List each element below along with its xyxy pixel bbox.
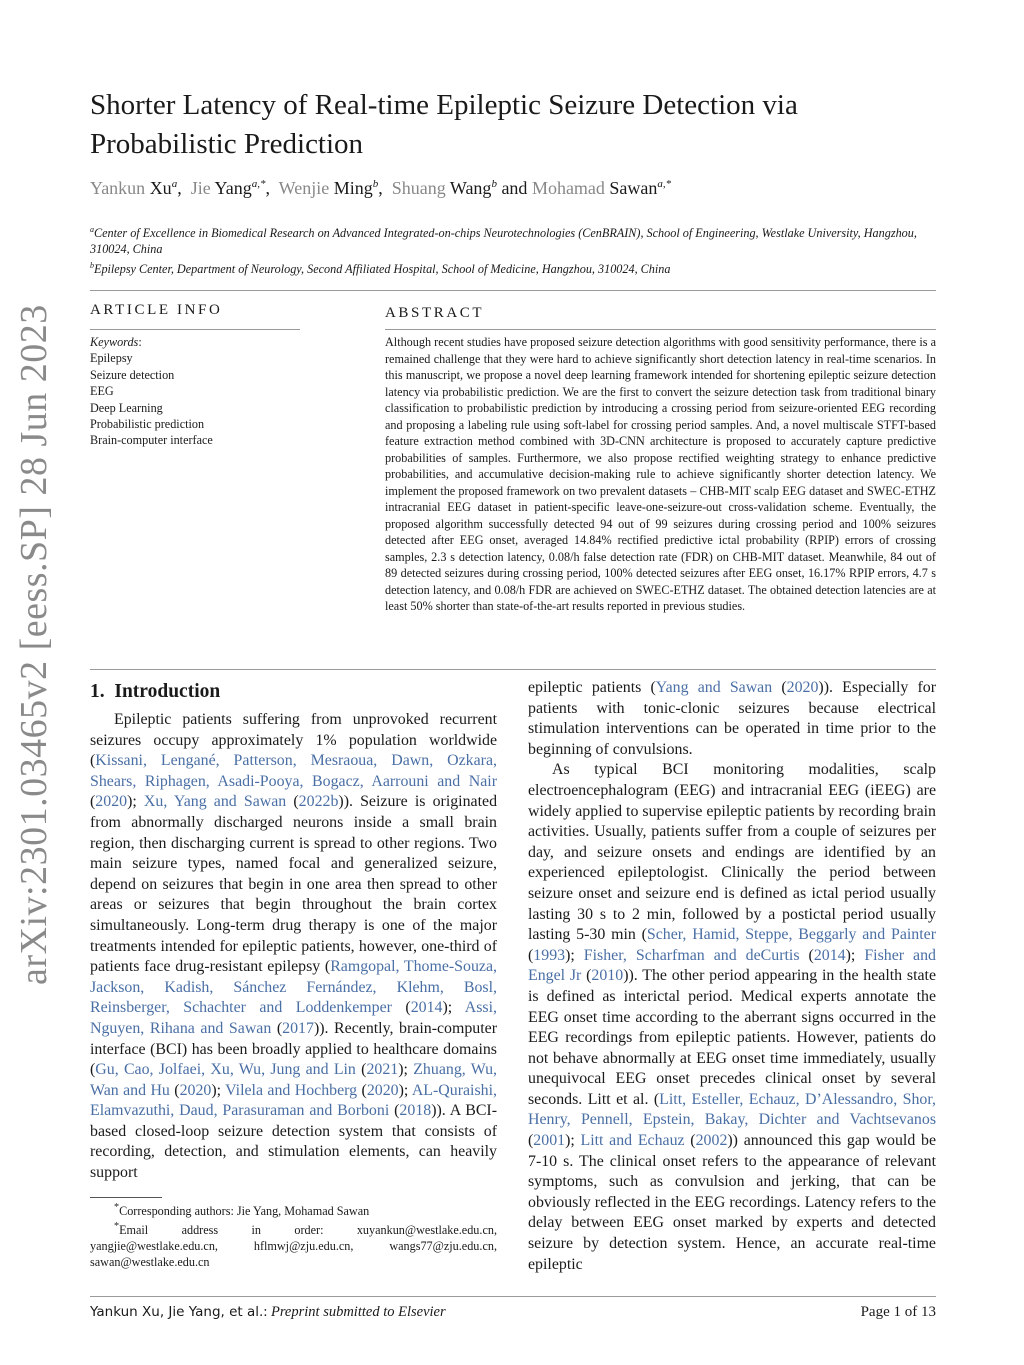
citation-link[interactable]: 2014: [813, 946, 846, 964]
citation-link[interactable]: Vilela and Hochberg: [225, 1081, 358, 1099]
citation-link[interactable]: 2020: [179, 1081, 212, 1099]
citation-link[interactable]: 2020: [366, 1081, 399, 1099]
paragraph-text: (: [389, 1102, 400, 1120]
citation-link[interactable]: 1993: [533, 946, 566, 964]
footnote-corresponding: *Corresponding authors: Jie Yang, Mohamad Sawan: [114, 1202, 370, 1219]
keyword: Brain-computer interface: [90, 433, 213, 448]
citation-link[interactable]: 2021: [366, 1061, 399, 1079]
paragraph-text: epileptic patients (: [528, 679, 656, 696]
paper-title: Shorter Latency of Real-time Epileptic Seizure Detection via Probabilistic Prediction: [90, 89, 798, 160]
page-number: Page 1 of 13: [860, 1304, 936, 1320]
paragraph-text: (: [286, 793, 299, 811]
citation-link[interactable]: 2014: [410, 999, 443, 1017]
author[interactable]: Mohamad Sawan$^{a,*}$: [531, 178, 672, 198]
paragraph-text: (: [271, 1019, 283, 1037]
author[interactable]: Shuang Wang$^b$: [391, 178, 497, 198]
citation-link[interactable]: Kissani, Lengané, Patterson, Mesraoua, Dawn, Ozkara, Shears, Riphagen, Asadi-Pooya, Bogacz, Aarrouni and Nair: [90, 752, 497, 790]
paragraph-text: (: [357, 1081, 367, 1099]
abstract-bottom-divider: [90, 669, 936, 670]
paragraph-text: )). Seizure is originated from abnormally discharged neurons inside a small brain region, then discharging current is spread to other regions. Two main seizure types, named focal and generalized seizure, depend on seizures that begin in one area then spread to other areas or seizures that begin throughout the brain cortex simultaneously. Long-term drug therapy is one of the major treatments intended for epileptic patients, however, one-third of patients face drug-resistant epilepsy (: [90, 793, 498, 976]
body-column-right: [528, 678, 936, 1275]
citation-link[interactable]: Assi, Nguyen, Rihana and Sawan: [90, 999, 497, 1037]
paragraph-text: );: [398, 1081, 412, 1099]
paragraph-text: );: [127, 793, 144, 811]
citation-link[interactable]: Ramgopal, Thome-Souza, Jackson, Kadish, Sánchez Fernández, Klehm, Bosl, Reinsberger, Schachter and Loddenkemper: [90, 958, 497, 1017]
paragraph-text: (: [528, 946, 534, 964]
citation-link[interactable]: 2017: [282, 1019, 314, 1037]
paragraph-text: (: [169, 1081, 180, 1099]
paragraph-text: As typical BCI monitoring modalities, scalp electroencephalogram (EEG) and intracranial EEG (iEEG) are widely applied to supervise epileptic patients by recording brain activities. Usually, patients suffer from a couple of seizures per day, and seizure onsets and endings are identified by an experienced epileptologist. Clinically the period between seizure onset and seizure end is defined as ictal period usually lasting 30 s to 2 min, followed by a postictal period usually lasting 5-30 min (: [528, 761, 936, 944]
citation-link[interactable]: Yang and Sawan: [655, 679, 773, 696]
paragraph-text: (: [684, 1132, 696, 1150]
paragraph-text: )) announced this gap would be 7-10 s. The clinical onset refers to the appearance of relevant symptoms, such as convulsion and jerking, that can be obviously reflected in the EEG recordings. Latency refers to the delay between EEG onset marked by experts and detected seizure by detection system. Hence, an accurate real-time epileptic: [528, 1132, 937, 1273]
arxiv-id-text: arXiv:2301.03465v2 [eess.SP] 28 Jun 2023: [13, 304, 55, 985]
citation-link[interactable]: Scher, Hamid, Steppe, Beggarly and Painter: [646, 926, 936, 944]
paragraph-text: )). Especially for patients with tonic-clonic seizures because electrical stimulation interventions can be operated in time prior to the beginning of convulsions.: [528, 679, 936, 758]
citation-link[interactable]: 2018: [399, 1102, 432, 1120]
keyword: Deep Learning: [90, 400, 163, 415]
citation-link[interactable]: Litt and Echauz: [580, 1132, 685, 1150]
paragraph: [528, 678, 936, 760]
paragraph-text: Epileptic patients suffering from unprovoked recurrent seizures occupy approximately 1% population worldwide (: [90, 711, 497, 770]
article-info-divider: [90, 329, 300, 330]
paragraph: [528, 760, 936, 1275]
citation-link[interactable]: 2020: [95, 793, 128, 811]
paragraph-text: );: [845, 946, 865, 964]
footnote-email: *Email address in order: xuyankun@westlake.edu.cn, yangjie@westlake.edu.cn, hflmwj@zju.edu.cn, wangs77@zju.edu.cn, sawan@westlake.edu.cn: [90, 1221, 497, 1270]
paragraph-text: (: [772, 679, 787, 696]
article-info-heading: ARTICLE INFO: [90, 302, 223, 318]
paragraph-text: );: [442, 999, 465, 1017]
paragraph-text: );: [565, 1132, 581, 1150]
paragraph-text: (: [799, 946, 814, 964]
paragraph-text: )). The other period appearing in the health state is defined as interictal period. Medical experts annotate the EEG onset time according to the aberrant signs occurred in the EEG recordings from epileptic patients. However, patients do not behave abnormally at EEG onset time immediately, usually unequivocal EEG onset precedes clinical onset by several seconds. Litt et al. (: [528, 967, 937, 1108]
affiliation-a: $^a$Center of Excellence in Biomedical Research on Advanced Integrated-on-chips Neurotechnologies (CenBRAIN), School of Engineering, Westlake University, Hangzhou, 310024, China: [90, 225, 917, 257]
author-list: Yankun Xu$^a$, Jie Yang$^{a,*}$, Wenjie Ming$^b$, Shuang Wang$^b$ and Mohamad Sawan$^{a,*}$: [90, 178, 672, 198]
paragraph: [90, 710, 497, 1184]
citation-link[interactable]: 2010: [591, 967, 624, 985]
citation-link[interactable]: 2002: [695, 1132, 728, 1150]
citation-link[interactable]: AL-Quraishi, Elamvazuthi, Daud, Parasuraman and Borboni: [90, 1081, 497, 1120]
paragraph-text: );: [565, 946, 584, 964]
footer-divider: [90, 1296, 936, 1297]
paragraph-text: (: [355, 1061, 367, 1079]
keyword: EEG: [90, 384, 114, 399]
citation-link[interactable]: Fisher and Engel Jr: [528, 946, 937, 985]
author[interactable]: Yankun Xu$^a$: [90, 178, 178, 198]
abstract-heading: ABSTRACT: [385, 305, 485, 321]
author[interactable]: Jie Yang$^{a,*}$: [190, 178, 266, 198]
citation-link[interactable]: Gu, Cao, Jolfaei, Xu, Wu, Jung and Lin: [95, 1061, 356, 1079]
section-heading-introduction: 1. Introduction: [90, 681, 221, 702]
paragraph-text: )). Recently, brain-computer interface (BCI) has been broadly applied to healthcare domains (: [90, 1019, 497, 1079]
paragraph-text: (: [90, 793, 96, 811]
paragraph-text: )). A BCI-based closed-loop seizure detection system that consists of recording, detection, and stimulation elements, can heavily support: [90, 1102, 497, 1182]
author[interactable]: Wenjie Ming$^b$: [278, 178, 379, 198]
keyword: Epilepsy: [90, 351, 133, 366]
citation-link[interactable]: Litt, Esteller, Echauz, D’Alessandro, Shor, Henry, Pennell, Epstein, Bakay, Dichter and Vachtsevanos: [528, 1090, 936, 1129]
affiliation-b: $^b$Epilepsy Center, Department of Neurology, Second Affiliated Hospital, School of Medicine, Hangzhou, 310024, China: [90, 261, 671, 277]
paragraph-text: );: [398, 1061, 414, 1079]
running-footer: Yankun Xu, Jie Yang, et al.: Preprint submitted to Elsevier: [90, 1304, 446, 1320]
paragraph-text: (: [581, 967, 592, 985]
body-column-left: [90, 710, 497, 1184]
paragraph-text: (: [391, 999, 411, 1017]
footnote-rule: [90, 1197, 162, 1198]
header-divider: [90, 290, 936, 291]
abstract-divider: [385, 329, 936, 330]
abstract-text: Although recent studies have proposed seizure detection algorithms with good sensitivity performance, there is a remained challenge that they were hard to achieve significantly short detection latency in real-time scenarios. In this manuscript, we propose a novel deep learning framework intended for shortening epileptic seizure detection latency via probabilistic prediction. We are the first to convert the seizure detection task from traditional binary classification to probabilistic prediction by introducing a crossing period from seizure-oriented EEG recording and proposing a labeling rule using soft-label for crossing period samples. And, a novel multiscale STFT-based feature extraction method combined with 3D-CNN architecture is proposed to accurately capture predictive probabilities of samples. Furthermore, we also propose rectified weighting strategy to enhance predictive probabilities, and accumulative decision-making rule to achieve significantly shorter detection latency. We implement the proposed framework on two prevalent datasets – CHB-MIT scalp EEG dataset and SWEC-ETHZ intracranial EEG dataset in patient-specific leave-one-seizure-out cross-validation scheme. Eventually, the proposed algorithm successfully detected 94 out of 99 seizures during crossing period and 100% seizures detected after EEG onset, averaged 14.84% rectified predictive ictal probability (RPIP) errors of crossing samples, 2.3 s detection latency, 0.08/h false detection rate (FDR) on CHB-MIT dataset. Meanwhile, 84 out of 89 detected seizures during crossing period, 100% detected seizures after EEG onset, 16.17% RPIP errors, 4.7 s detection latency, and 0.08/h FDR are achieved on SWEC-ETHZ dataset. The obtained detection latencies are at least 50% shorter than state-of-the-art results reported in previous studies.: [385, 335, 936, 613]
footnotes: [90, 1197, 497, 1270]
paragraph-text: );: [211, 1081, 226, 1099]
keyword: Probabilistic prediction: [90, 417, 205, 432]
authors-and: and: [501, 178, 528, 198]
citation-link[interactable]: Xu, Yang and Sawan: [143, 793, 287, 811]
keyword: Seizure detection: [90, 367, 175, 382]
paragraph-text: (: [528, 1132, 534, 1150]
citation-link[interactable]: 2001: [533, 1132, 566, 1150]
citation-link[interactable]: Fisher, Scharfman and deCurtis: [583, 946, 800, 964]
keywords-label: Keywords: [90, 335, 139, 349]
keywords-block: Keywords: Epilepsy Seizure detection EEG Deep Learning Probabilistic prediction Brain-computer interface: [90, 334, 320, 449]
citation-link[interactable]: 2022b: [298, 793, 339, 811]
citation-link[interactable]: Zhuang, Wu, Wan and Hu: [90, 1061, 497, 1099]
citation-link[interactable]: 2020: [786, 679, 819, 696]
